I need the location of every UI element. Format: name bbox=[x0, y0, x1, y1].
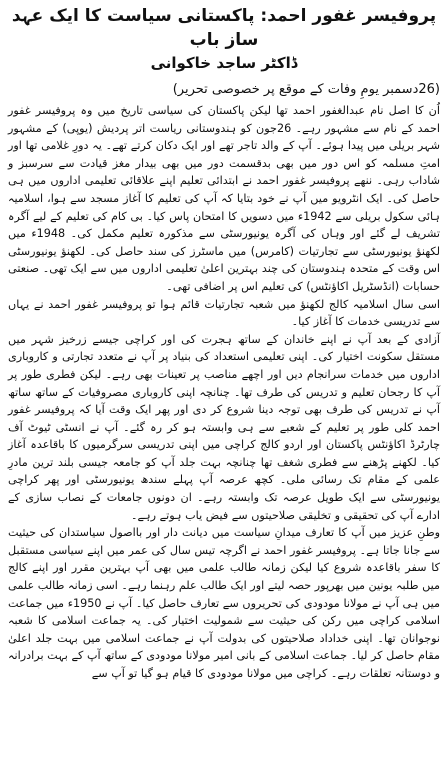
occasion-note: (26دسمبر یومِ وفات کے موقع پر خصوصی تحریر) bbox=[172, 82, 440, 97]
paragraph: اُن کا اصل نام عبدالغفور احمد تھا لیکن پاکستان کی سیاسی تاریخ میں وہ پروفیسر غفور احمد کے نام سے مشہور رہے۔ 26جون کو ہندوستانی ریاست اتر پردیش (یوپی) کے مشہور شہر بریلی میں پیدا ہوئے۔ آپ کے والد تاجر تھے اور ایک دکان کرتے تھے۔ یہ دورِ غلامی تھا اور امتِ مسلمہ کو اس دور میں بھی بدقسمت دور میں بھی بیدار مغز قیادت سے سرسبز و شاداب رہی۔ ننھے پروفیسر غفور احمد نے ابتدائی تعلیم اپنے علاقائی تعلیمی اداروں میں ہی حاصل کی۔ ایک انٹرویو میں آپ نے خود بتایا کہ آپ کی تعلیم کا آغاز مسجد سے ہوا، اسلامیہ ہائی سکول بریلی سے 1942ء میں دسویں کا امتحان پاس کیا۔ بی کام کی تعلیم کے لیے آگرہ تشریف لے گئے اور وہاں کی آگرہ یونیورسٹی سے مذکورہ تعلیم مکمل کی۔ 1948ء میں لکھنؤ یونیورسٹی سے تجارتیات (کامرس) میں ماسٹرز کی سند حاصل کی۔ لکھنؤ یونیورسٹی اس وقت کے متحدہ ہندوستان کی چند بہترین اعلیٰ تعلیمی اداروں میں سے ایک تھی۔ صنعتی حسابات (انڈسٹریل اکاؤنٹس) کی تعلیم اس پر اضافی تھی۔ bbox=[8, 104, 441, 293]
paragraph: آزادی کے بعد آپ نے اپنے خاندان کے ساتھ ہجرت کی اور کراچی جیسے زرخیز شہر میں مستقل سکونت اختیار کی۔ اپنی تعلیمی استعداد کی بنیاد پر آپ نے متعدد تجارتی و کاروباری اداروں میں خدمات سرانجام دیں اور اچھے مناصب پر تعینات بھی رہے۔ لیکن فطری طور پر آپ کا رجحان تعلیم و تدریس کی طرف تھا۔ چنانچہ اپنی کاروباری مصروفیات کے ساتھ ساتھ آپ نے تدریس کی طرف بھی توجہ دینا شروع کر دی اور پھر ایک وقت آیا کہ پروفیسر غفور احمد کلی طور پر تعلیم کے شعبے سے ہی وابستہ ہو کر رہ گئے۔ آپ نے انسٹی ٹیوٹ آف چارٹرڈ اکاؤنٹس پاکستان اور اردو کالج کراچی میں اپنی تدریسی سرگرمیوں کا باقاعدہ آغاز کیا۔ لکھنے پڑھنے سے فطری شغف تھا چنانچہ بہت جلد آپ کو جامعہ جیسی بلند ترین مادرِ علمی کے مقام تک رسائی ملی۔ کچھ عرصہ آپ پہلے سندھ یونیورسٹی اور پھر کراچی یونیورسٹی سے ایک طویل عرصہ تک وابستہ رہے۔ ان دونوں جامعات کے نصاب سازی کے ادارے آپ کی تحقیقی و تخلیقی صلاحیتوں سے فیض یاب ہوتے رہے۔ bbox=[8, 332, 440, 522]
article-title: پروفیسر غفور احمد: پاکستانی سیاست کا ایک عہد ساز باب bbox=[11, 6, 437, 50]
paragraph: وطنِ عزیز میں آپ کا تعارف میدانِ سیاست میں دیانت دار اور بااصول سیاستدان کی حیثیت سے جانا جاتا ہے۔ پروفیسر غفور احمد نے اگرچہ تیس سال کی عمر میں اپنے سیاسی مستقبل کا سفر باقاعدہ شروع کیا لیکن زمانہ طالب علمی میں بھی آپ بہترین مقرر اور اپنے کالج میں طلبہ یونین میں بھرپور حصہ لیتے اور ایک طالب علم رہنما رہے۔ اسی زمانہ طالب علمی میں ہی آپ نے مولانا مودودی کی تحریروں سے تعارف حاصل کیا۔ آپ نے 1950ء میں جماعت اسلامی کراچی میں رکن کی حیثیت سے شمولیت اختیار کی۔ یہ جماعت اسلامی کا شعبہ نوجوانان تھا۔ اپنی خداداد صلاحیتوں کی بدولت آپ نے جماعت اسلامی میں بہت جلد اعلیٰ مقام حاصل کر لیا۔ جماعت اسلامی کے بانی امیر مولانا مودودی کے ساتھ آپ کے بہت برادرانہ و دوستانہ تعلقات رہے۔ کراچی میں مولانا مودودی کا قیام ہو گیا تو آپ سے bbox=[8, 526, 440, 680]
author-name: ڈاکٹر ساجد خاکوانی bbox=[150, 54, 298, 72]
paragraph: اسی سال اسلامیہ کالج لکھنؤ میں شعبہ تجارتیات قائم ہوا تو پروفیسر غفور احمد نے یہاں سے تدریسی خدمات کا آغاز کیا۔ bbox=[8, 297, 440, 329]
article-body bbox=[8, 102, 440, 683]
